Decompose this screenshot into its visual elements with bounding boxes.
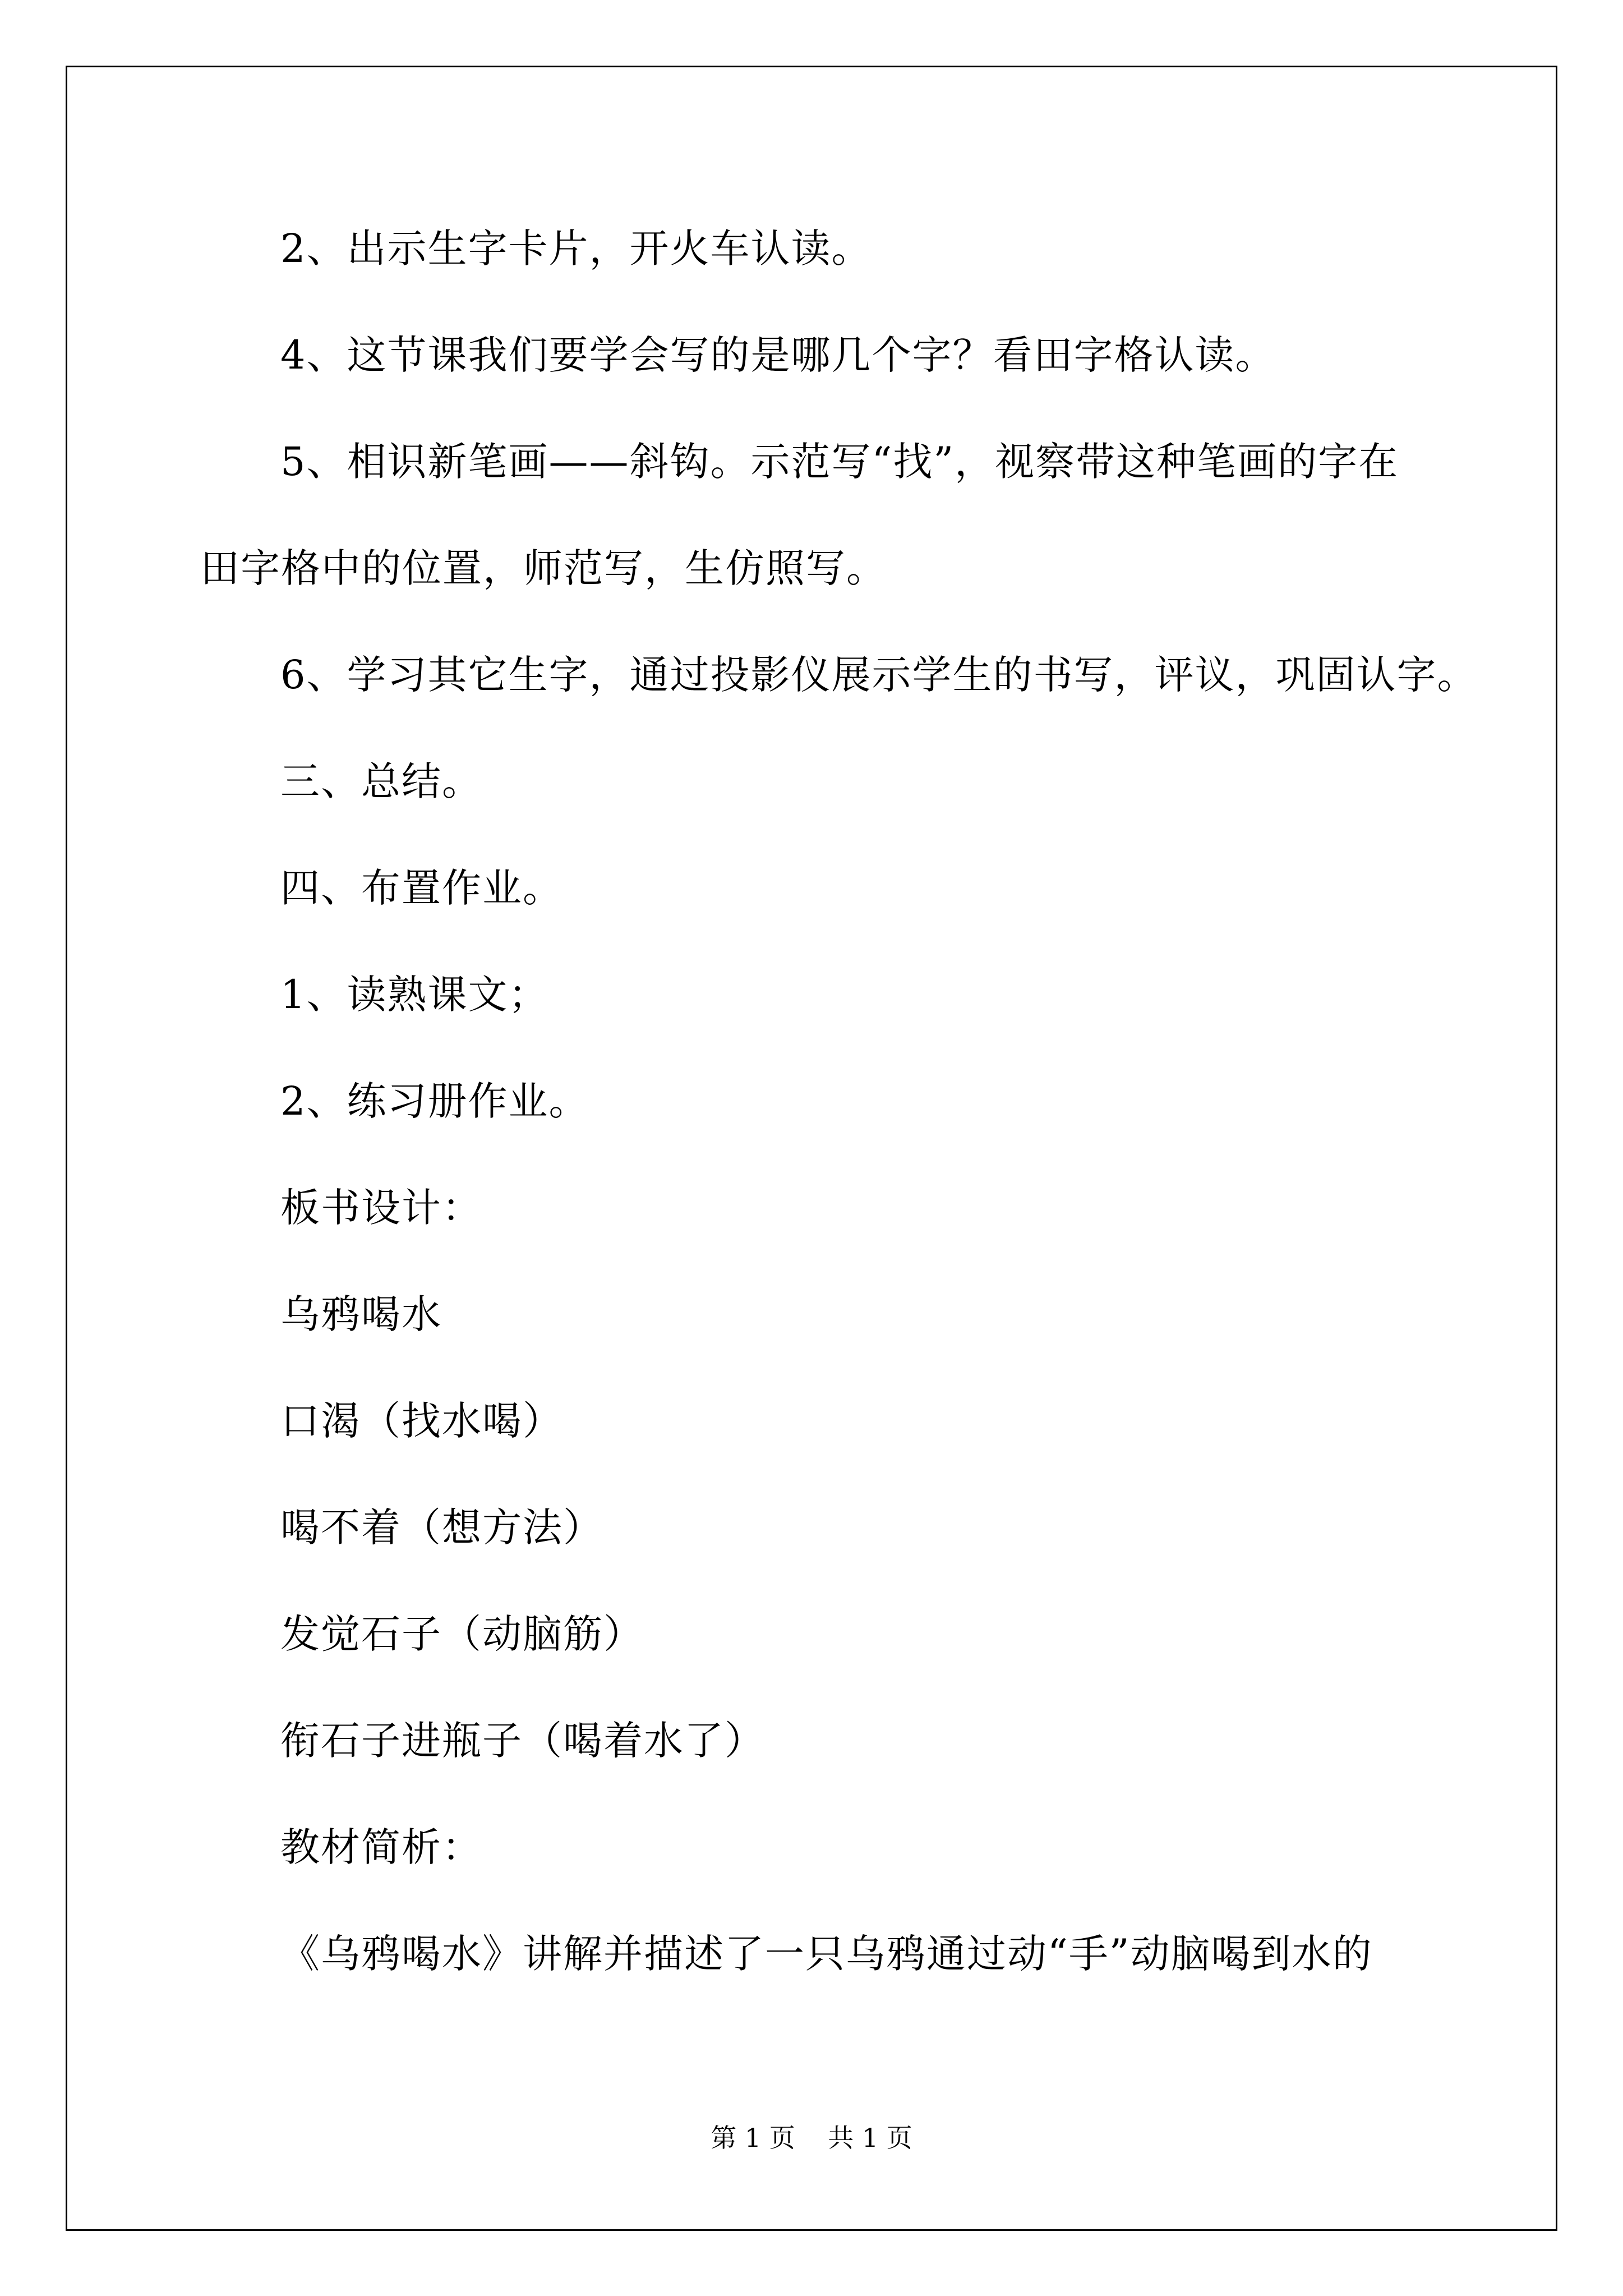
page-footer: 第 1 页 共 1 页 — [711, 2123, 912, 2153]
paragraph-line: 4、这节课我们要学会写的是哪几个字？看田字格认读。 — [280, 332, 1276, 378]
section-heading: 板书设计： — [280, 1185, 482, 1231]
page-border — [66, 66, 1557, 2231]
paragraph-line: 田字格中的位置，师范写，生仿照写。 — [200, 545, 887, 591]
section-heading: 教材简析： — [280, 1824, 482, 1870]
board-line: 乌鸦喝水 — [280, 1291, 442, 1337]
board-line: 发觉石子（动脑筋） — [280, 1611, 644, 1657]
board-line: 口渴（找水喝） — [280, 1398, 563, 1444]
board-line: 衔石子进瓶子（喝着水了） — [280, 1718, 765, 1764]
paragraph-line: 6、学习其它生字，通过投影仪展示学生的书写，评议，巩固认字。 — [280, 652, 1478, 698]
paragraph-line: 5、相识新笔画——斜钩。示范写“找”，视察带这种笔画的字在 — [280, 439, 1399, 485]
list-item: 1、读熟课文； — [280, 972, 549, 1018]
paragraph-line: 2、出示生字卡片，开火车认读。 — [280, 226, 872, 272]
board-line: 喝不着（想方法） — [280, 1504, 603, 1550]
section-heading: 三、总结。 — [280, 758, 482, 804]
section-heading: 四、布置作业。 — [280, 865, 563, 911]
list-item: 2、练习册作业。 — [280, 1078, 589, 1124]
paragraph-line: 《乌鸦喝水》讲解并描述了一只乌鸦通过动“手”动脑喝到水的 — [280, 1931, 1373, 1977]
